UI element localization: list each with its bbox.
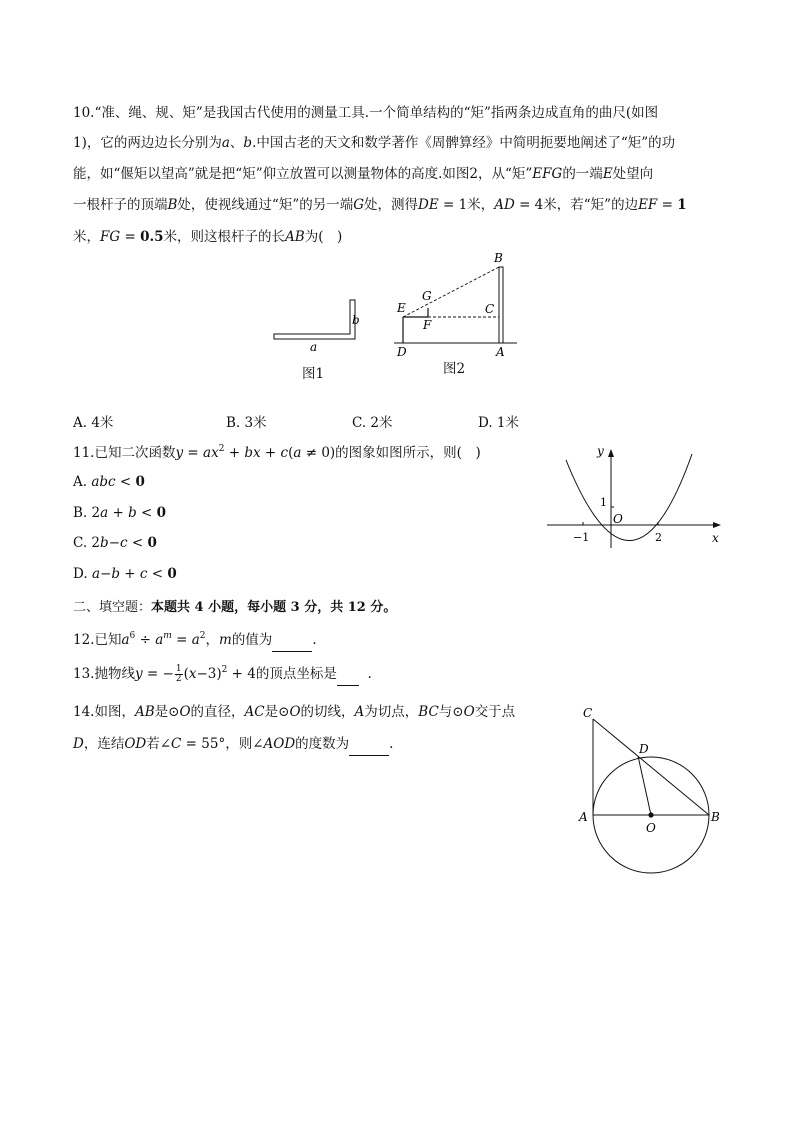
figure-1-ruler xyxy=(268,296,368,356)
q10-text: 米， xyxy=(73,229,100,245)
label-y: y xyxy=(597,444,604,458)
q12-text: 12.已知 xyxy=(73,632,122,648)
label-two: 2 xyxy=(655,531,662,544)
section-2-title xyxy=(73,598,396,618)
math-expr: EF = 1 xyxy=(638,197,687,213)
math-var: EFG xyxy=(532,166,563,182)
q14-line-2 xyxy=(73,734,393,756)
option-letter: B. xyxy=(73,505,88,521)
q10-option-a[interactable]: A. 4米 xyxy=(73,415,114,431)
q14-text: 的直径， xyxy=(190,704,245,720)
q10-text: 能，如“偃矩以望高”就是把“矩”仰立放置可以测量物体的高度.如图2，从“矩” xyxy=(73,166,533,182)
figure-1-caption: 图1 xyxy=(302,366,325,382)
q14-text: 交于点 xyxy=(474,704,516,720)
q14-text: 是 xyxy=(264,704,279,720)
q10-line-5 xyxy=(73,227,342,247)
option-letter: D. xyxy=(73,566,88,582)
label-A: A xyxy=(496,345,505,359)
label-b: b xyxy=(352,313,360,327)
q14-text: 的切线， xyxy=(300,704,355,720)
label-origin: O xyxy=(613,512,623,526)
q12-stem xyxy=(73,630,317,652)
q10-text: 的一端 xyxy=(562,166,603,182)
q10-option-d[interactable]: D. 1米 xyxy=(478,415,520,431)
label-D: D xyxy=(639,742,649,756)
math-var: A xyxy=(354,704,365,720)
q13-text: 13.抛物线 xyxy=(73,666,135,682)
q10-text: 处，使视线通过“矩”的另一端 xyxy=(177,197,354,213)
math-var: D xyxy=(73,736,84,752)
math-var: b xyxy=(243,135,253,151)
q11-text: 的图象如图所示，则( ) xyxy=(335,445,481,461)
math-var: AC xyxy=(244,704,265,720)
q10-line-3 xyxy=(73,164,653,184)
q14-text: ，则 xyxy=(225,736,253,752)
q13-stem xyxy=(73,664,372,686)
math-var: B xyxy=(167,197,178,213)
math-var: E xyxy=(602,166,613,182)
q11-option-c[interactable]: C. 2b−c < 0 xyxy=(73,535,157,551)
label-F: F xyxy=(423,318,432,332)
q10-line-2 xyxy=(73,133,675,153)
q10-text: 、 xyxy=(229,135,244,151)
label-D: D xyxy=(397,345,407,359)
label-minus-one: −1 xyxy=(573,531,590,544)
label-A: A xyxy=(579,810,588,824)
answer-blank[interactable] xyxy=(349,735,389,756)
math-expr: ∠C = 55° xyxy=(159,736,226,752)
figure-circle xyxy=(575,700,725,875)
q10-text: 为( ) xyxy=(304,229,343,245)
q10-text: 米，则这根杆子的长 xyxy=(163,229,286,245)
label-G: G xyxy=(422,289,432,303)
q12-text: 的值为 xyxy=(231,632,273,648)
q14-text: 是 xyxy=(154,704,169,720)
math-expr: AD = 4 xyxy=(494,197,544,213)
q13-text: . xyxy=(367,666,372,682)
q10-option-c[interactable]: C. 2米 xyxy=(352,415,393,431)
q14-text: 14.如图， xyxy=(73,704,135,720)
label-B: B xyxy=(494,251,503,265)
q10-text: 处，测得 xyxy=(364,197,419,213)
q10-text: 米，若“矩”的边 xyxy=(543,197,639,213)
label-C: C xyxy=(485,302,495,316)
q14-text: 若 xyxy=(146,736,160,752)
math-expr: ∠AOD xyxy=(252,736,296,752)
math-expr: FG = 0.5 xyxy=(100,229,164,245)
section-description: 本题共 4 小题，每小题 3 分，共 12 分。 xyxy=(151,600,397,615)
math-expr: $a^6 \div a^m = a^2$ xyxy=(121,631,206,648)
label-E: E xyxy=(397,301,406,315)
q14-text: 为切点， xyxy=(364,704,419,720)
label-B: B xyxy=(711,810,720,824)
q13-text: 的顶点坐标是 xyxy=(255,666,337,682)
q12-text: ， xyxy=(205,632,219,648)
q10-line-1 xyxy=(73,103,658,123)
figure-parabola xyxy=(545,440,725,550)
q10-text: 米， xyxy=(467,197,495,213)
q10-text: 10.“准、绳、规、矩”是我国古代使用的测量工具.一个简单结构的“矩”指两条边成直角的曲尺(如图 xyxy=(73,105,659,121)
math-expr: DE = 1 xyxy=(418,197,468,213)
option-letter: C. xyxy=(73,535,88,551)
answer-blank[interactable] xyxy=(272,631,312,652)
figure-2-pole xyxy=(390,250,520,360)
math-var: G xyxy=(353,197,365,213)
q14-text: 的度数为 xyxy=(295,736,350,752)
q10-text: 1)，它的两边边长分别为 xyxy=(73,135,222,151)
q10-option-b[interactable]: B. 3米 xyxy=(226,415,267,431)
answer-blank[interactable] xyxy=(337,665,359,686)
label-x: x xyxy=(712,531,719,545)
label-O: O xyxy=(646,821,656,835)
math-expr: y = − $\frac{1}{2}$ $(x-3)^2 + 4$ xyxy=(134,664,256,684)
q10-text: 处望向 xyxy=(612,166,654,182)
label-one: 1 xyxy=(600,496,607,509)
figure-2-caption: 图2 xyxy=(443,361,466,377)
math-var: m xyxy=(219,632,232,648)
math-var: OD xyxy=(124,736,147,752)
q11-option-b[interactable]: B. 2a + b < 0 xyxy=(73,505,167,521)
q10-line-4 xyxy=(73,195,687,215)
q14-text: 与 xyxy=(438,704,453,720)
q11-option-d[interactable]: D. a−b + c < 0 xyxy=(73,566,177,582)
section-heading: 二、填空题： xyxy=(73,600,152,615)
math-var: a xyxy=(221,135,230,151)
option-letter: A. xyxy=(73,474,88,490)
q11-stem xyxy=(73,443,481,463)
q10-text: .中国古老的天文和数学著作《周髀算经》中简明扼要地阐述了“矩”的功 xyxy=(252,135,676,151)
q14-text: . xyxy=(389,736,394,752)
math-var: BC xyxy=(418,704,439,720)
q10-text: 一根杆子的顶端 xyxy=(73,197,168,213)
q11-option-a[interactable]: A. abc < 0 xyxy=(73,474,145,490)
math-var: AB xyxy=(134,704,155,720)
math-var: AB xyxy=(285,229,305,245)
q14-line-1: 14.如图，AB是⊙O的直径，AC是⊙O的切线，A为切点，BC与⊙O交于点 xyxy=(73,704,516,720)
q12-text: . xyxy=(312,632,317,648)
math-expr: $y = ax^2$ + bx + c(a ≠ 0) xyxy=(175,444,336,461)
label-a: a xyxy=(310,340,318,354)
q14-text: ，连结 xyxy=(83,736,125,752)
label-C: C xyxy=(583,706,593,720)
q11-text: 11.已知二次函数 xyxy=(73,445,176,461)
